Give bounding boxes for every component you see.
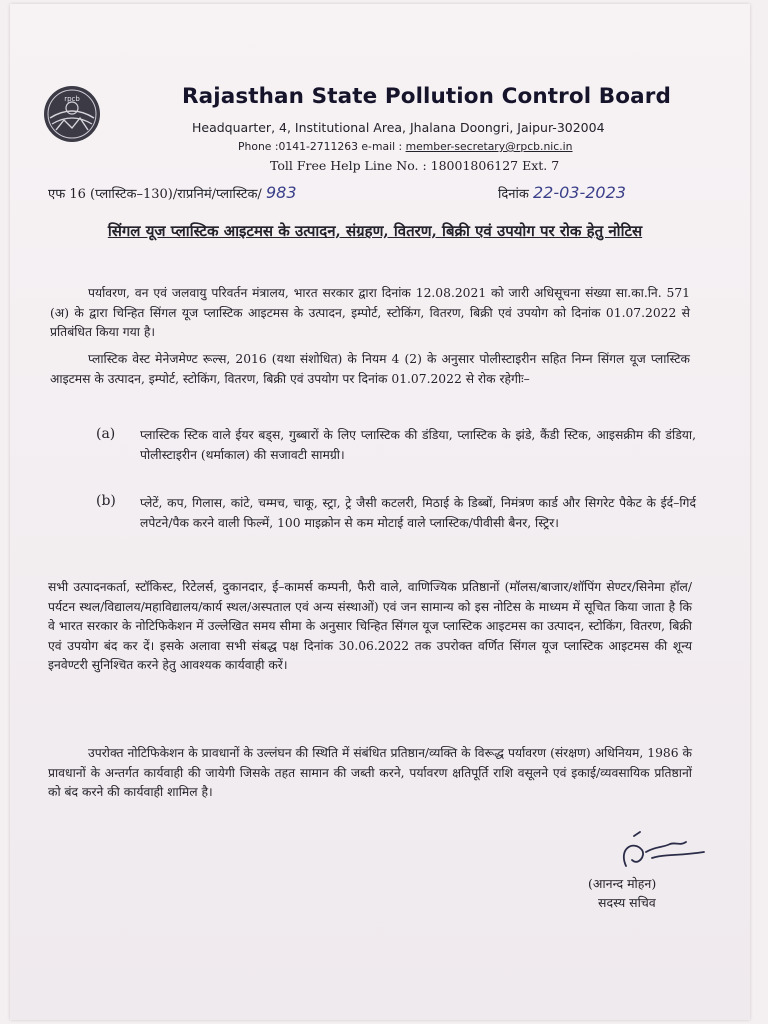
- paragraph-4: उपरोक्त नोटिफिकेशन के प्रावधानों के उल्लंघन की स्थिति में संबंधित प्रतिष्ठान/व्यक्ति के विरूद्ध पर्यावरण (संरक्षण) अधिनियम, 1986 के प्रावधानों के अन्तर्गत कार्यवाही की जायेगी जिसके तहत सामान की जब्ती करने, पर्यावरण क्षतिपूर्ति राशि वसूलने एवं इकाई/व्यवसायिक प्रतिष्ठानों को बंद करने की कार्यवाही शामिल है।: [48, 746, 692, 800]
- signature-mark: [612, 826, 712, 878]
- contact-line: [238, 140, 573, 153]
- toll-free-line: Toll Free Help Line No. : 18001806127 Ext. 7: [270, 158, 560, 173]
- signatory-designation: सदस्य सचिव: [598, 895, 656, 910]
- notice-subject: सिंगल यूज प्लास्टिक आइटमस के उत्पादन, संग्रहण, वितरण, बिक्री एवं उपयोग पर रोक हेतु नोटिस: [107, 222, 643, 240]
- dispatch-number: 983: [265, 183, 297, 202]
- paragraph-2: प्लास्टिक वेस्ट मेनेजमेण्ट रूल्स, 2016 (यथा संशोधित) के नियम 4 (2) के अनुसार पोलीस्टाइरीन सहित निम्न सिंगल यूज प्लास्टिक आइटमस के उत्पादन, इम्पोर्ट, स्टोकिंग, वितरण, बिक्री एवं उपयोग पर दिनांक 01.07.2022 से रोक रहेगीः–: [50, 352, 690, 386]
- date-label: दिनांक: [498, 187, 529, 202]
- rpcb-logo-icon: [42, 84, 102, 144]
- paragraph-3: सभी उत्पादनकर्ता, स्टॉकिस्ट, रिटेलर्स, दुकानदार, ई–कामर्स कम्पनी, फैरी वाले, वाणिज्यिक प्रतिष्ठानों (मॉलस/बाजार/शॉपिंग सेण्टर/सिनेमा हॉल/पर्यटन स्थल/विद्यालय/महाविद्यालय/कार्य स्थल/अस्पताल एवं अन्य संस्थाओं) एवं जन सामान्य को इस नोटिस के माध्यम में सूचित किया जाता है कि वे भारत सरकार के नोटिफिकेशन में उल्लेखित समय सीमा के अनुसार चिन्हित सिंगल यूज प्लास्टिक आइटमस का उत्पादन, स्टोकिंग, वितरण, बिक्री एवं उपयोग बंद कर दें। इसके अलावा सभी संबद्ध पक्ष दिनांक 30.06.2022 तक उपरोक्त वर्णित सिंगल यूज प्लास्टिक आइटमस की शून्य इनवेण्टरी सुनिश्चित करने हेतु आवश्यक कार्यवाही करें।: [48, 580, 692, 673]
- address-line: Headquarter, 4, Institutional Area, Jhalana Doongri, Jaipur-302004: [192, 120, 605, 135]
- date-value: 22-03-2023: [532, 183, 626, 202]
- date-line: [498, 183, 626, 202]
- item-b-text: प्लेटें, कप, गिलास, कांटे, चम्मच, चाकू, स्ट्रा, ट्रे जैसी कटलरी, मिठाई के डिब्बों, निमंत्रण कार्ड और सिगरेट पैकेट के ईर्द–गिर्द लपेटने/पैक करने वाली फिल्में, 100 माइक्रोन से कम मोटाई वाले प्लास्टिक/पीवीसी बैनर, स्ट्रिर।: [140, 496, 696, 530]
- signatory-name: (आनन्द मोहन): [588, 876, 657, 891]
- phone-text: Phone :0141-2711263 e-mail :: [238, 140, 406, 153]
- paragraph-1: पर्यावरण, वन एवं जलवायु परिवर्तन मंत्रालय, भारत सरकार द्वारा दिनांक 12.08.2021 को जारी अधिसूचना संख्या सा.का.नि. 571 (अ) के द्वारा चिन्हित सिंगल यूज प्लास्टिक आइटमस के उत्पादन, इम्पोर्ट, स्टोकिंग, वितरण, बिक्री एवं उपयोग को दिनांक 01.07.2022 से प्रतिबंधित किया गया है।: [50, 286, 690, 340]
- email-link[interactable]: member-secretary@rpcb.nic.in: [405, 140, 573, 153]
- logo-text: rpcb: [64, 95, 80, 103]
- file-number: एफ 16 (प्लास्टिक–130)/राप्रनिमं/प्लास्टिक/: [48, 187, 262, 202]
- item-a-label: (a): [96, 426, 116, 442]
- reference-line: [48, 183, 297, 202]
- item-a-text: प्लास्टिक स्टिक वाले ईयर बड्स, गुब्बारों के लिए प्लास्टिक की डंडिया, प्लास्टिक के झंडे, कैंडी स्टिक, आइसक्रीम की डंडिया, पोलीस्टाइरीन (थर्माकाल) की सजावटी सामग्री।: [140, 428, 696, 462]
- item-b-label: (b): [96, 493, 116, 509]
- organization-title: Rajasthan State Pollution Control Board: [182, 84, 671, 109]
